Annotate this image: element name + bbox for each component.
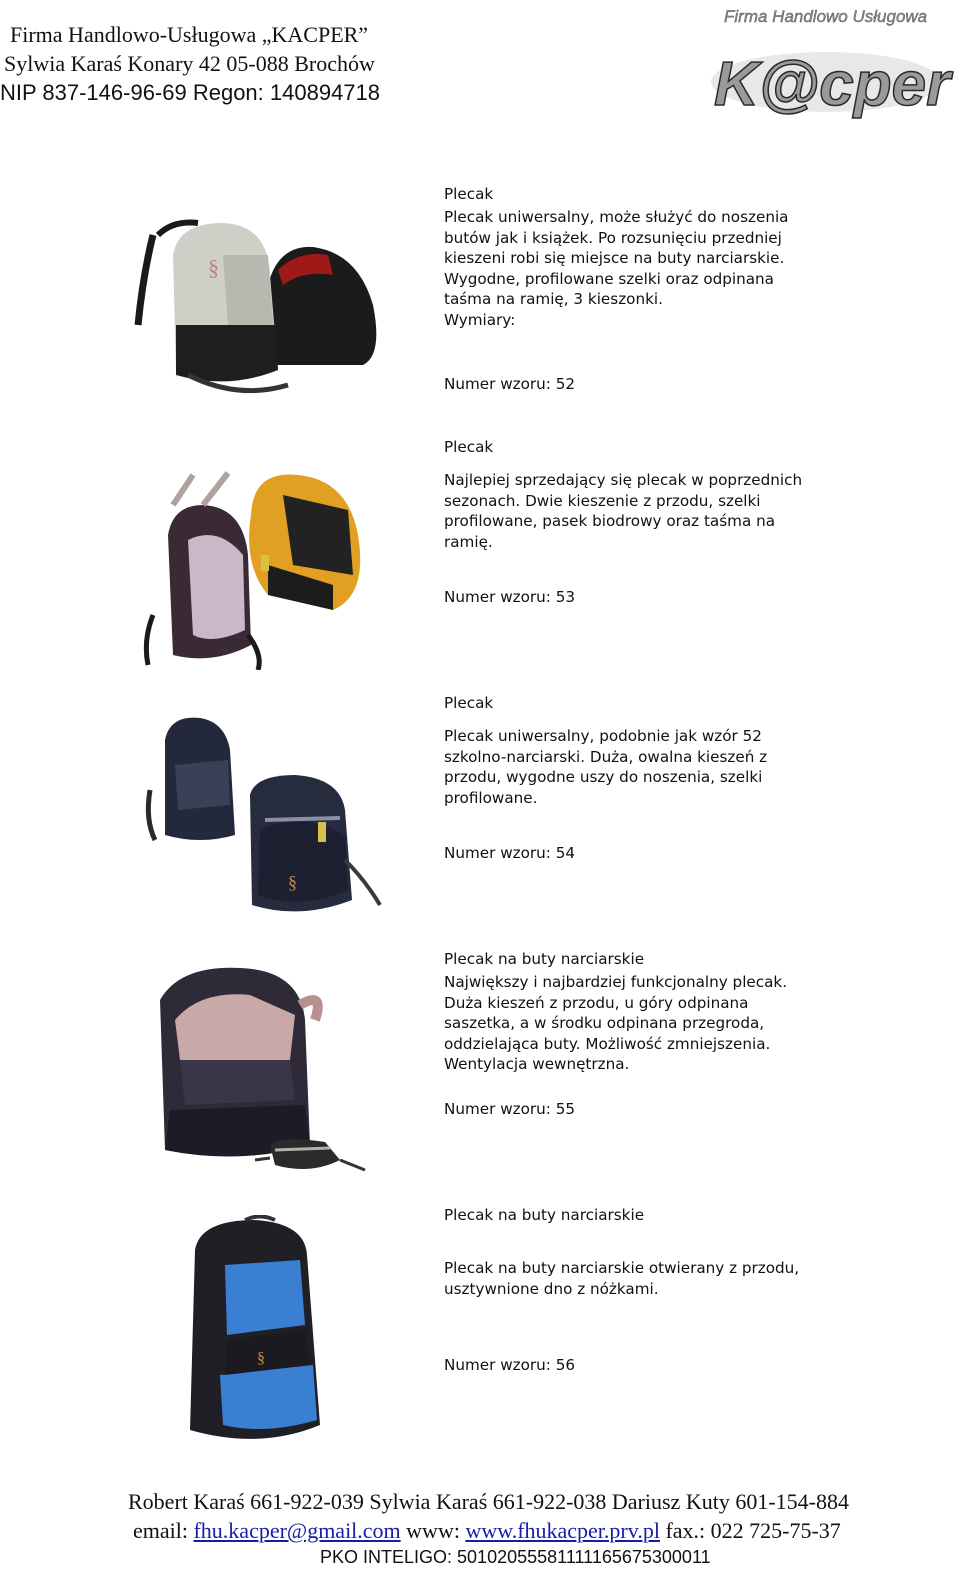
desc-line: butów jak i książek. Po rozsunięciu przedniej: [444, 228, 782, 247]
desc-line: profilowane.: [444, 788, 538, 807]
logo-top-text: Firma Handlowo Usługowa: [724, 7, 928, 26]
desc-line: przodu, wygodne uszy do noszenia, szelki: [444, 768, 763, 787]
company-address: Sylwia Karaś Konary 42 05-088 Brochów: [4, 51, 375, 76]
product-image-54: [140, 710, 385, 920]
desc-line: Plecak uniwersalny, może służyć do noszenia: [444, 208, 789, 226]
company-registry: NIP 837-146-96-69 Regon: 140894718: [0, 80, 381, 105]
desc-line: saszetka, a w środku odpinana przegroda,: [444, 1014, 765, 1033]
desc-line: oddzielająca buty. Możliwość zmniejszenia.: [444, 1034, 771, 1053]
www-label: www:: [406, 1518, 460, 1543]
product-number-53: Numer wzoru: 53: [444, 588, 576, 606]
desc-line: Plecak uniwersalny, podobnie jak wzór 52: [444, 727, 762, 745]
product-description-55: [444, 972, 864, 1075]
product-number-56: Numer wzoru: 56: [444, 1356, 576, 1374]
product-title-55: Plecak na buty narciarskie: [444, 950, 645, 968]
desc-line: taśma na ramię, 3 kieszonki.: [444, 290, 663, 309]
product-title-56: Plecak na buty narciarskie: [444, 1206, 645, 1224]
desc-line: Najlepiej sprzedający się plecak w poprzednich: [444, 471, 803, 489]
company-name: Firma Handlowo-Usługowa „KACPER”: [10, 22, 369, 47]
product-description-53: [444, 470, 864, 552]
product-number-54: Numer wzoru: 54: [444, 844, 576, 862]
product-description-54: [444, 726, 864, 808]
product-image-56: [165, 1215, 340, 1455]
email-label: email:: [133, 1518, 188, 1543]
desc-line: szkolno-narciarski. Duża, owalna kieszeń z: [444, 747, 768, 766]
fax-number: fax.: 022 725-75-37: [665, 1518, 841, 1543]
desc-line: Największy i najbardziej funkcjonalny plecak.: [444, 973, 788, 991]
product-description-52: [444, 207, 864, 331]
desc-line: Wymiary:: [444, 310, 516, 329]
desc-line: profilowane, pasek biodrowy oraz taśma na: [444, 512, 776, 531]
company-logo: [706, 0, 956, 130]
product-description-56: [444, 1258, 864, 1299]
svg-text:§: §: [208, 255, 219, 280]
desc-line: Plecak na buty narciarskie otwierany z przodu,: [444, 1259, 800, 1277]
desc-line: usztywnione dno z nóżkami.: [444, 1279, 659, 1298]
logo-main-text: K@cper: [714, 50, 951, 119]
product-title-53: Plecak: [444, 438, 494, 456]
desc-line: Duża kieszeń z przodu, u góry odpinana: [444, 993, 749, 1012]
product-image-55: [140, 960, 370, 1190]
footer-links-line: [133, 1518, 841, 1544]
product-image-53: [133, 465, 373, 670]
desc-line: kieszeni robi się miejsce na buty narciarskie.: [444, 249, 785, 268]
desc-line: Wygodne, profilowane szelki oraz odpinana: [444, 269, 774, 288]
email-link[interactable]: fhu.kacper@gmail.com: [193, 1518, 401, 1543]
svg-text:§: §: [288, 872, 297, 892]
product-image-52: [128, 215, 388, 405]
desc-line: Wentylacja wewnętrzna.: [444, 1055, 630, 1074]
desc-line: sezonach. Dwie kieszenie z przodu, szelki: [444, 491, 761, 510]
svg-text:§: §: [257, 1350, 265, 1367]
footer-bank-account: PKO INTELIGO: 50102055581111165675300011: [320, 1547, 711, 1567]
footer-contacts: Robert Karaś 661-922-039 Sylwia Karaś 661-922-038 Dariusz Kuty 601-154-884: [128, 1489, 849, 1514]
product-title-54: Plecak: [444, 694, 494, 712]
product-title-52: Plecak: [444, 185, 494, 203]
desc-line: ramię.: [444, 532, 493, 551]
website-link[interactable]: www.fhukacper.prv.pl: [465, 1518, 660, 1543]
product-number-52: Numer wzoru: 52: [444, 375, 576, 393]
product-number-55: Numer wzoru: 55: [444, 1100, 576, 1118]
